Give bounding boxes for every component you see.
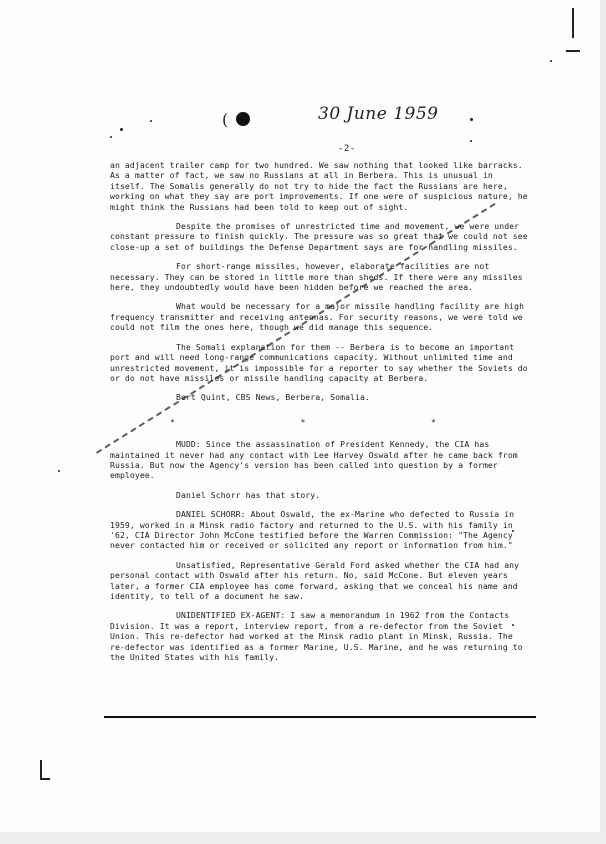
scan-speck xyxy=(150,120,152,122)
paragraph: Daniel Schorr has that story. xyxy=(176,489,321,500)
scan-speck xyxy=(470,140,472,142)
signoff: Bert Quint, CBS News, Berbera, Somalia. xyxy=(176,392,370,403)
scan-mark xyxy=(40,778,50,780)
separator-star: * xyxy=(170,416,175,427)
bottom-rule xyxy=(104,716,536,718)
paragraph: DANIEL SCHORR: About Oswald, the ex-Marine who defected to Russia in 1959, worked in a Minsk radio factory and returned to the U.S. with his family in '62, CIA Director John McCone testified before the Warren Commission: "The Agency never contacted him or received or solicited any report or information from him." xyxy=(110,509,515,551)
paragraph: Unsatisfied, Representative Gerald Ford asked whether the CIA had any personal contact with Oswald after his return. No, said McCone. But eleven years later, a former CIA employee has come forward, asking that we conceal his name and identity, to tell of a document he saw. xyxy=(110,559,520,601)
scan-speck xyxy=(120,128,123,131)
paragraph: Despite the promises of unrestricted time and movement, we were under constant pressure to finish quickly. The pressure was so great that we could not see close-up a set of buildings the Defense Department says are for handling missiles. xyxy=(110,221,528,252)
scan-edge-right xyxy=(600,0,606,844)
paragraph: What would be necessary for a major missile handling facility are high frequency transmitter and receiving antennas. For security reasons, we were told we could not film the ones here, though we did manage this sequence. xyxy=(110,301,525,333)
scan-edge-bottom xyxy=(0,832,606,844)
handwritten-mark: ( xyxy=(222,110,229,129)
section-separator xyxy=(110,417,528,427)
scan-speck xyxy=(470,118,473,121)
separator-star: * xyxy=(300,416,306,427)
paragraph: The Somali explanation for them -- Berbera is to become an important port and will need long-range communications capacity. Without unlimited time and unrestricted movement, it is impossible for a reporter to say whether the Soviets do or do not have missiles or missile handling capacity at Berbera. xyxy=(110,341,528,383)
scan-speck xyxy=(110,136,112,138)
paragraph: MUDD: Since the assassination of President Kennedy, the CIA has maintained it never had any contact with Lee Harvey Oswald after he came back from Russia. But now the Agency's version has been called into question by a former employee. xyxy=(110,439,518,481)
scan-speck xyxy=(550,60,552,62)
transcript-body xyxy=(110,160,528,671)
ink-blot xyxy=(236,112,250,126)
paragraph: UNIDENTIFIED EX-AGENT: I saw a memorandum in 1962 from the Contacts Division. It was a report, interview report, from a re-defector from the Soviet Union. This re-defector had worked at the Minsk radio plant in Minsk, Russia. The re-defector was identified as a former Marine, U.S. Marine, and he was returning to the United States with his family. xyxy=(110,610,523,663)
paragraph: For short-range missiles, however, elaborate facilities are not necessary. They can be stored in little more than sheds. If there were any missiles here, they undoubtedly would have been hidden before we reached the area. xyxy=(110,261,523,293)
page-number: -2- xyxy=(338,144,356,154)
separator-star: * xyxy=(431,416,436,427)
scan-mark xyxy=(572,8,574,38)
handwritten-date: 30 June 1959 xyxy=(318,104,439,124)
scan-mark xyxy=(566,50,580,52)
scan-speck xyxy=(58,470,60,472)
scan-mark xyxy=(40,760,42,780)
paragraph: an adjacent trailer camp for two hundred. We saw nothing that looked like barracks. As a matter of fact, we saw no Russians at all in Berbera. This is unusual in itself. The Somalis generally do not try to hide the fact the Russians are here, working on what they say are port improvements. If one were of suspicious nature, he might think the Russians had been told to keep out of sight. xyxy=(110,160,528,212)
